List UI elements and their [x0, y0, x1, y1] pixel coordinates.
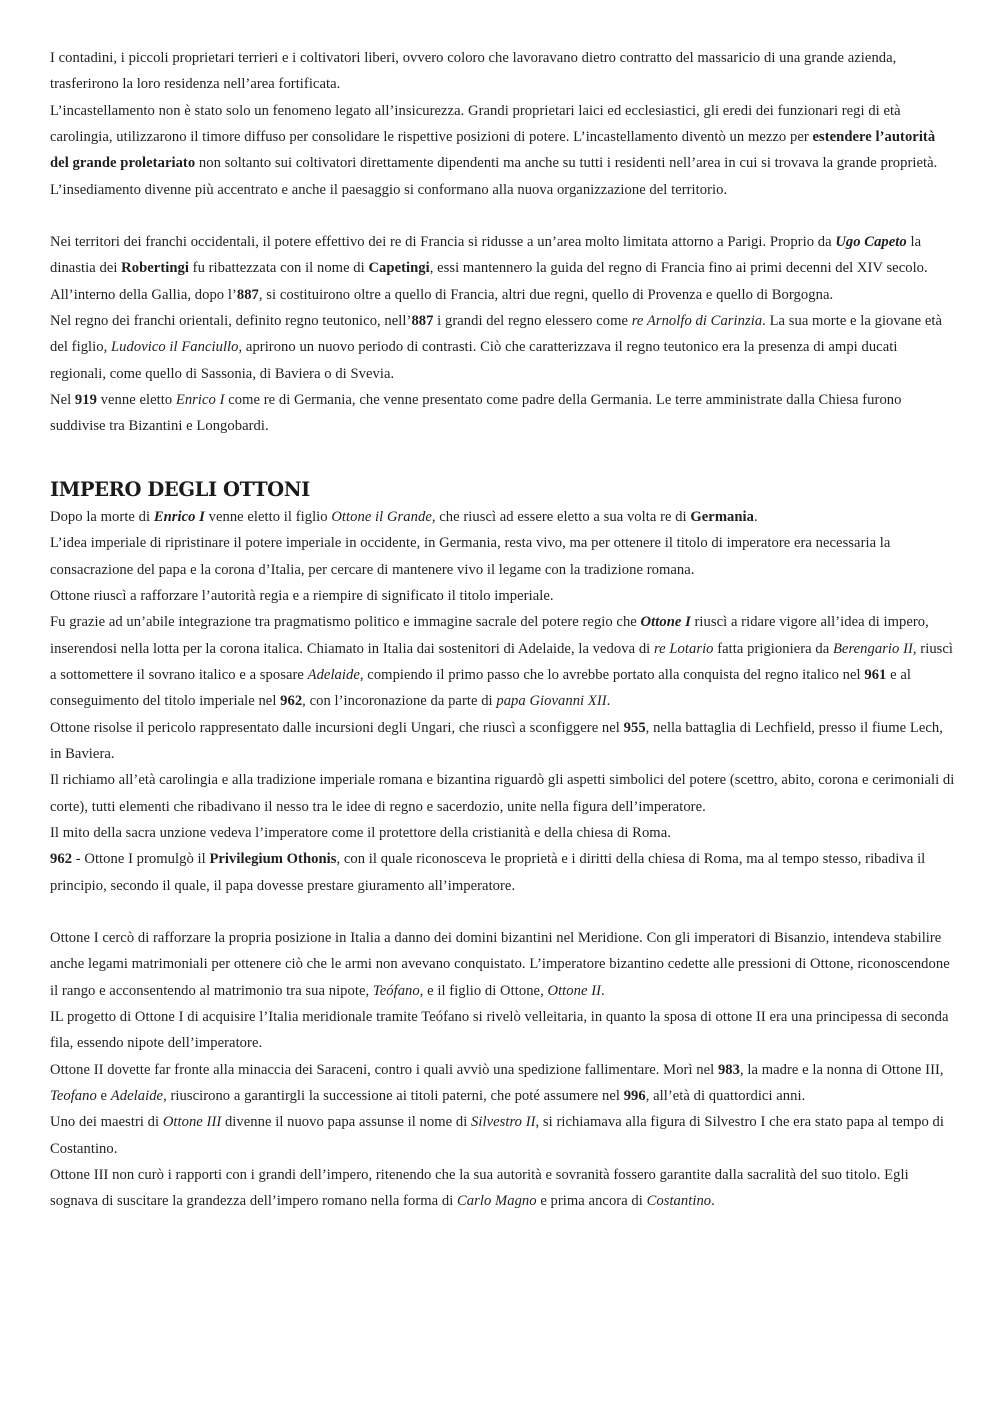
paragraph — [50, 846, 955, 899]
section-ottoni-successori — [50, 925, 955, 1215]
text-run: riuscì a ridare vigore all’idea di impero, inserendosi nella lotta per la corona italica. Chiamato in Italia dai sostenitori di Adelaide, la vedova di — [50, 614, 929, 657]
paragraph — [50, 98, 955, 203]
bold-text: 961 — [864, 666, 887, 683]
bold-text: 962 — [50, 851, 73, 868]
bold-italic-text: Enrico I — [153, 508, 205, 525]
italic-text: Carlo Magno — [457, 1193, 537, 1210]
text-run: i grandi del regno elessero come — [433, 313, 632, 330]
text-run: Ottone II dovette far fronte alla minaccia dei Saraceni, contro i quali avviò una spedizione fallimentare. Morì nel — [50, 1061, 718, 1078]
section-incastellamento — [50, 45, 955, 203]
italic-text: Ottone III — [162, 1114, 222, 1131]
text-run: - Ottone I promulgò il — [72, 851, 210, 868]
text-run: non soltanto sui coltivatori direttamente dipendenti ma anche su tutti i residenti nell’area in cui si trovava la grande proprietà. L’insediamento divenne più accentrato e anche il paesaggio si conformano alla nuova organizzazione del territorio. — [50, 155, 938, 198]
text-run: riuscì a sottomettere il sovrano italico e a sposare — [50, 640, 954, 683]
text-run: IL progetto di Ottone I di acquisire l’Italia meridionale tramite Teófano si rivelò velleitaria, in quanto la sposa di ottone II era una principessa di seconda fila, essendo nipote dell’imperatore. — [50, 1009, 949, 1052]
text-run: Nel — [50, 392, 75, 409]
text-run: , la madre e la nonna di Ottone III, — [739, 1061, 944, 1078]
text-run: Ottone risolse il pericolo rappresentato dalle incursioni degli Ungari, che riuscì a sconfiggere nel — [50, 719, 624, 736]
paragraph — [50, 609, 955, 714]
text-run: , che riuscì ad essere eletto a sua volta re di — [431, 508, 691, 525]
text-run: Nel regno dei franchi orientali, definito regno teutonico, nell’ — [50, 313, 412, 330]
paragraph — [50, 229, 955, 282]
bold-text: Germania — [690, 508, 754, 525]
text-run: . La sua morte e la giovane età del figlio, — [50, 313, 943, 356]
paragraph — [50, 1057, 955, 1110]
text-run: . — [754, 508, 758, 525]
italic-text: Teofano — [50, 1088, 97, 1105]
text-run: Dopo la morte di — [50, 508, 154, 525]
text-run: L’idea imperiale di ripristinare il potere imperiale in occidente, in Germania, resta vivo, ma per ottenere il titolo di imperatore era necessaria la consacrazione del papa e la corona d’Italia, per cercare di mantenere vivo il legame con la tradizione romana. — [50, 535, 891, 578]
text-run: All’interno della Gallia, dopo l’ — [50, 286, 237, 303]
italic-text: Teófano — [372, 982, 420, 999]
paragraph — [50, 282, 955, 308]
paragraph — [50, 583, 955, 609]
bold-text: Capetingi — [368, 260, 430, 277]
text-run: fatta prigioniera da — [713, 640, 833, 657]
italic-text: Enrico I — [175, 392, 225, 409]
paragraph — [50, 1109, 955, 1162]
text-run: Il mito della sacra unzione vedeva l’imperatore come il protettore della cristianità e della chiesa di Roma. — [50, 824, 671, 841]
paragraph — [50, 308, 955, 387]
italic-text: Adelaide — [307, 666, 360, 683]
text-run: divenne il nuovo papa assunse il nome di — [221, 1114, 472, 1131]
paragraph — [50, 504, 955, 530]
bold-italic-text: Ottone I — [640, 614, 691, 631]
text-run: , all’età di quattordici anni. — [645, 1088, 806, 1105]
italic-text: Silvestro II — [471, 1114, 536, 1131]
text-run: , e il figlio di Ottone, — [419, 982, 548, 999]
paragraph — [50, 387, 955, 440]
text-run: . — [606, 693, 611, 710]
section-franchi — [50, 229, 955, 440]
italic-text: re Arnolfo di Carinzia — [631, 313, 763, 330]
italic-text: Berengario II, — [832, 640, 917, 657]
paragraph — [50, 925, 955, 1004]
italic-text: Ludovico il Fanciullo — [111, 339, 239, 356]
text-run: la dinastia dei — [50, 234, 922, 277]
paragraph — [50, 1004, 955, 1057]
italic-text: papa Giovanni XII — [496, 693, 607, 710]
text-run: come re di Germania, che venne presentato come padre della Germania. Le terre amministrate dalla Chiesa furono suddivise tra Bizantini e Longobardi. — [50, 392, 902, 435]
bold-text: 919 — [74, 392, 97, 409]
italic-text: Ottone il Grande — [331, 508, 432, 525]
section-impero-ottoni — [50, 504, 955, 899]
bold-text: Privilegium Othonis — [209, 851, 337, 868]
text-run: L’incastellamento non è stato solo un fenomeno legato all’insicurezza. Grandi proprietari laici ed ecclesiastici, gli eredi dei funzionari regi di età carolingia, utilizzarono il timore diffuso per consolidare le rispettive posizioni di potere. L’incastellamento diventò un mezzo per — [50, 102, 901, 146]
text-run: , riuscirono a garantirgli la successione ai titoli paterni, che poté assumere nel — [163, 1088, 624, 1105]
text-run: Nei territori dei franchi occidentali, il potere effettivo dei re di Francia si ridusse a un’area molto limitata attorno a Parigi. Proprio da — [50, 234, 836, 251]
italic-text: re Lotario — [653, 640, 714, 657]
section-heading: IMPERO DEGLI OTTONI — [50, 477, 310, 501]
document-page — [50, 45, 955, 1215]
text-run: . — [601, 982, 605, 999]
bold-italic-text: Ugo Capeto — [835, 234, 907, 251]
text-run: Ottone I cercò di rafforzare la propria posizione in Italia a danno dei domini bizantini nel Meridione. Con gli imperatori di Bisanzio, intendeva stabilire anche legami matrimoniali per ottenere ciò che le armi non avevano conquistato. L’imperatore bizantino cedette alle pressioni di Ottone, riconoscendone il rango e acconsentendo al matrimonio tra sua nipote, — [50, 929, 950, 999]
bold-text: Robertingi — [121, 260, 189, 277]
text-run: Ottone riuscì a rafforzare l’autorità regia e a riempire di significato il titolo imperiale. — [50, 587, 554, 604]
paragraph-spacer — [50, 440, 955, 466]
text-run: fu ribattezzata con il nome di — [188, 260, 369, 277]
text-run: venne eletto — [96, 392, 176, 409]
text-run: , con il quale riconosceva le proprietà e i diritti della chiesa di Roma, ma al tempo stesso, ribadiva il principio, secondo il quale, il papa dovesse prestare giuramento all’imperatore. — [50, 851, 926, 894]
text-run: . — [711, 1193, 715, 1210]
paragraph — [50, 45, 955, 98]
paragraph — [50, 767, 955, 820]
paragraph — [50, 530, 955, 583]
italic-text: Adelaide — [110, 1088, 164, 1105]
text-run: Il richiamo all’età carolingia e alla tradizione imperiale romana e bizantina riguardò gli aspetti simbolici del potere (scettro, abito, corona e cerimoniali di corte), tutti elementi che ribadivano il nesso tra le idee di regno e sacerdozio, unite nella figura dell’imperatore. — [50, 772, 955, 815]
text-run: , si richiamava alla figura di Silvestro I che era stato papa al tempo di Costantino. — [50, 1114, 944, 1157]
bold-text: 887 — [236, 286, 259, 303]
bold-text: 962 — [280, 693, 303, 710]
text-run: Ottone III non curò i rapporti con i grandi dell’impero, ritenendo che la sua autorità e sovranità fossero garantite dalla sacralità del suo titolo. Egli sognava di suscitare la grandezza dell’impero romano nella forma di — [50, 1167, 909, 1210]
text-run: , con l’incoronazione da parte di — [302, 693, 497, 710]
text-run: Uno dei maestri di — [50, 1114, 163, 1131]
bold-text: 996 — [623, 1088, 646, 1105]
paragraph-spacer — [50, 899, 955, 925]
text-run: venne eletto il figlio — [204, 508, 332, 525]
text-run: I contadini, i piccoli proprietari terrieri e i coltivatori liberi, ovvero coloro che lavoravano dietro contratto del massaricio di una grande azienda, trasferirono la loro residenza nell’area fortificata. — [50, 50, 897, 93]
text-run: e prima ancora di — [536, 1193, 647, 1210]
bold-text: 955 — [623, 719, 646, 736]
paragraph — [50, 715, 955, 768]
italic-text: Costantino — [646, 1193, 712, 1210]
text-run: , essi mantennero la guida del regno di Francia fino ai primi decenni del XIV secolo. — [429, 260, 928, 277]
text-run: , compiendo il primo passo che lo avrebbe portato alla conquista del regno italico nel — [359, 666, 865, 683]
text-run: , aprirono un nuovo periodo di contrasti. Ciò che caratterizzava il regno teutonico era la presenza di ampi ducati regionali, come quello di Sassonia, di Baviera o di Svevia. — [50, 339, 898, 382]
bold-text: 983 — [717, 1061, 740, 1078]
text-run: , nella battaglia di Lechfield, presso il fiume Lech, in Baviera. — [50, 719, 943, 762]
bold-text: 887 — [411, 313, 434, 330]
text-run: e — [96, 1088, 111, 1105]
text-run: , si costituirono oltre a quello di Francia, altri due regni, quello di Provenza e quello di Borgogna. — [258, 286, 834, 303]
italic-text: Ottone II — [547, 982, 602, 999]
paragraph — [50, 1162, 955, 1215]
paragraph-spacer — [50, 203, 955, 229]
text-run: Fu grazie ad un’abile integrazione tra pragmatismo politico e immagine sacrale del potere regio che — [50, 614, 641, 631]
paragraph — [50, 820, 955, 846]
bold-text: estendere l’autorità del grande proletariato — [50, 129, 936, 172]
text-run: e al conseguimento del titolo imperiale nel — [50, 666, 911, 710]
